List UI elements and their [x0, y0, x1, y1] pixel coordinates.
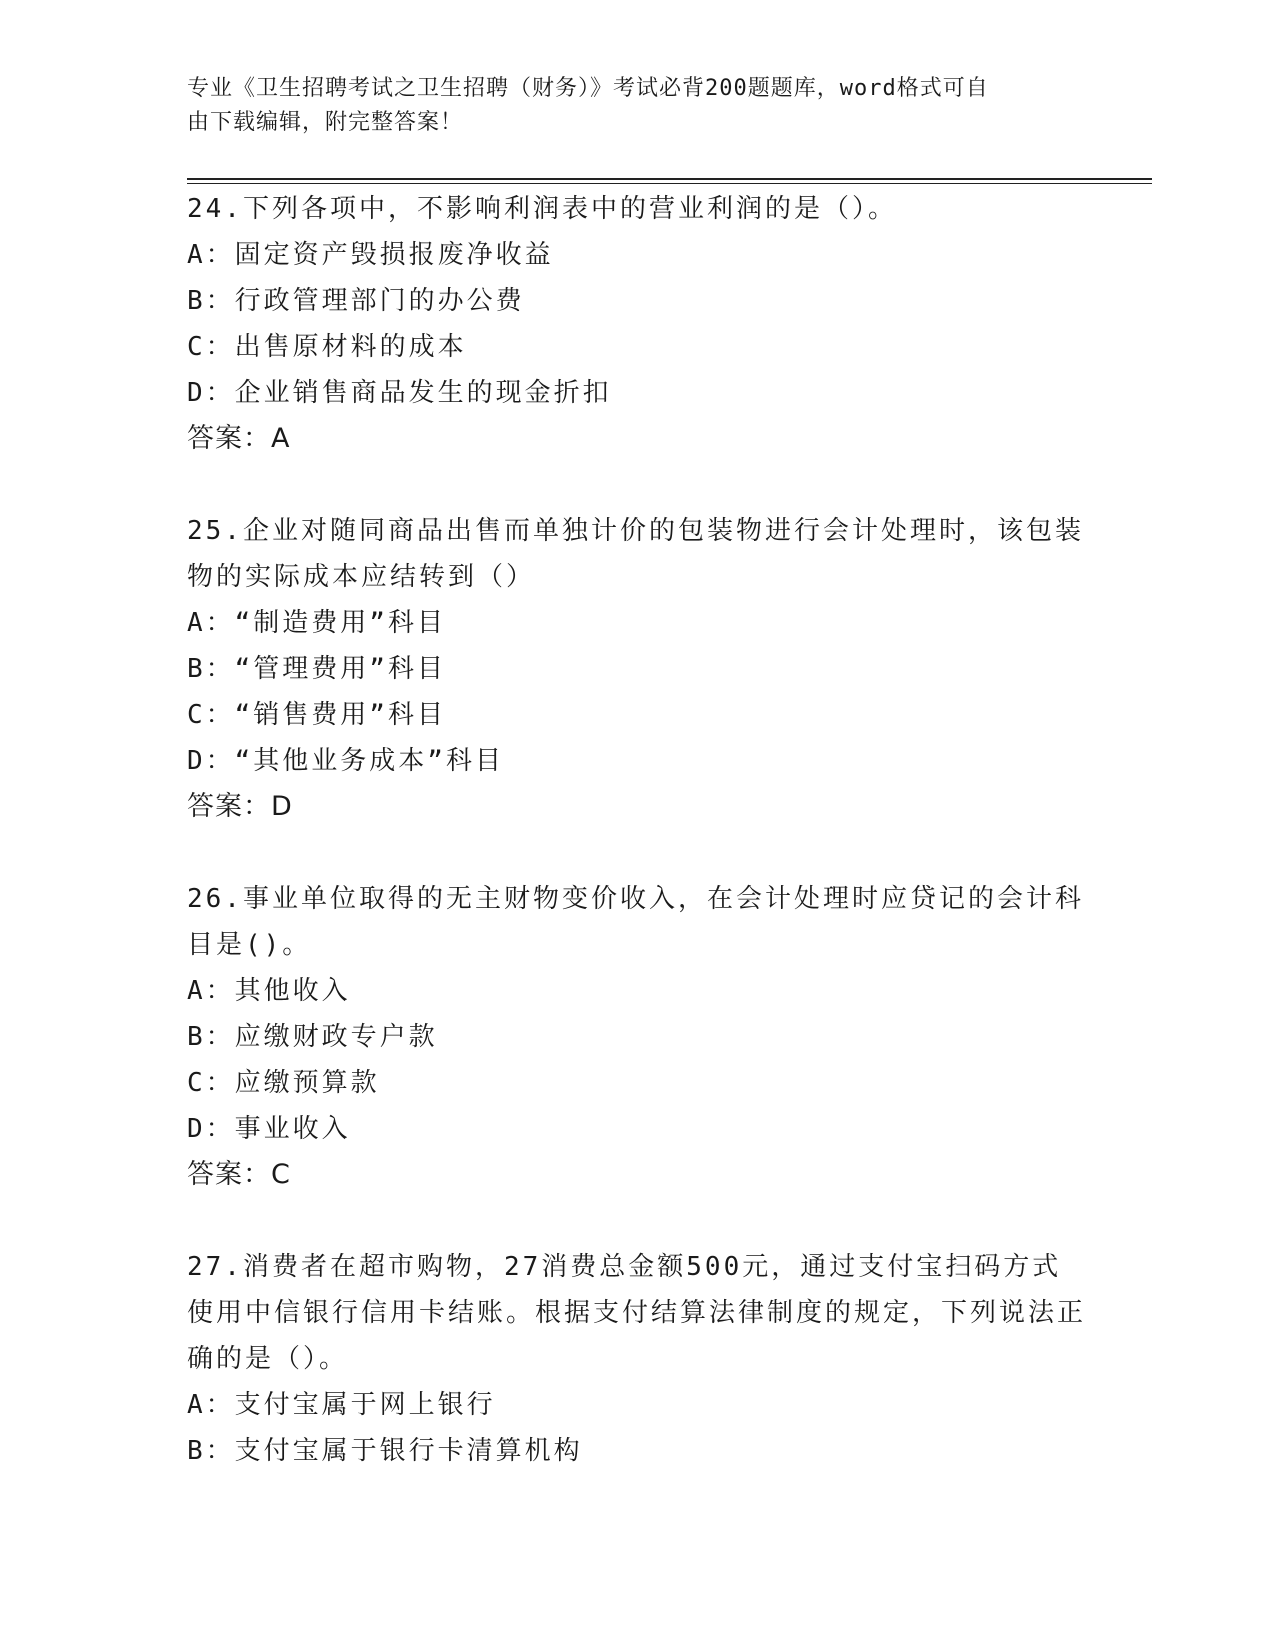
option-b: B：应缴财政专户款	[187, 1022, 438, 1052]
question-list	[187, 186, 1087, 1474]
option-d: D：企业销售商品发生的现金折扣	[187, 378, 612, 408]
option-d: D：事业收入	[187, 1114, 351, 1144]
document-header	[187, 72, 1067, 140]
option-a: A：其他收入	[187, 976, 351, 1006]
option-a: A：固定资产毁损报废净收益	[187, 240, 554, 270]
option-c: C：应缴预算款	[187, 1068, 380, 1098]
option-a: A：“制造费用”科目	[187, 608, 446, 638]
header-line-1: 专业《卫生招聘考试之卫生招聘（财务）》考试必背200题题库，word格式可自	[187, 76, 989, 101]
header-divider-thin	[187, 183, 1152, 184]
option-b: B：行政管理部门的办公费	[187, 286, 525, 316]
option-b: B：“管理费用”科目	[187, 654, 446, 684]
answer-label: 答案：D	[187, 791, 293, 822]
answer-label: 答案：A	[187, 423, 291, 454]
option-a: A：支付宝属于网上银行	[187, 1390, 496, 1420]
header-divider-thick	[187, 178, 1152, 180]
header-line-2: 由下载编辑，附完整答案！	[187, 110, 464, 135]
option-b: B：支付宝属于银行卡清算机构	[187, 1436, 583, 1466]
question-27	[187, 1244, 1087, 1474]
question-24	[187, 186, 1087, 462]
question-26	[187, 876, 1087, 1198]
option-c: C：“销售费用”科目	[187, 700, 446, 730]
question-stem: 27.消费者在超市购物，27消费总金额500元，通过支付宝扫码方式使用中信银行信用卡结账。根据支付结算法律制度的规定，下列说法正确的是（）。	[187, 1252, 1087, 1374]
answer-label: 答案：C	[187, 1159, 291, 1190]
question-stem: 25.企业对随同商品出售而单独计价的包装物进行会计处理时，该包装物的实际成本应结转到（）	[187, 516, 1084, 592]
option-c: C：出售原材料的成本	[187, 332, 467, 362]
question-stem: 26.事业单位取得的无主财物变价收入，在会计处理时应贷记的会计科目是()。	[187, 884, 1084, 960]
question-stem: 24.下列各项中，不影响利润表中的营业利润的是（）。	[187, 194, 897, 224]
question-25	[187, 508, 1087, 830]
option-d: D：“其他业务成本”科目	[187, 746, 504, 776]
